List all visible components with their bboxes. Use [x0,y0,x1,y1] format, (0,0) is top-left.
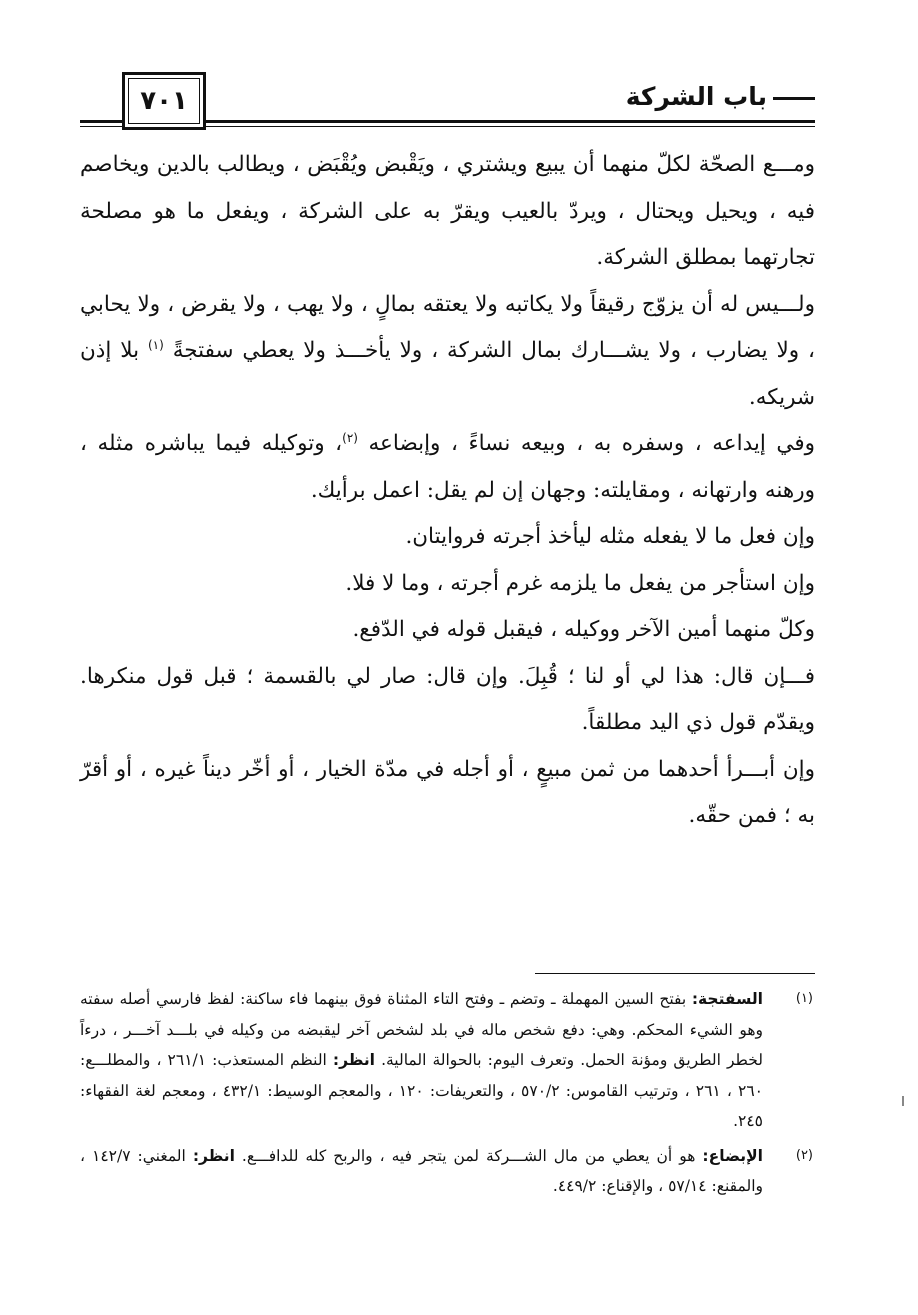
footnote-term: السفتجة: [691,990,763,1008]
chapter-title: باب الشركة [625,82,767,111]
paragraph: وإن استأجر من يفعل ما يلزمه غرم أجرته ، وما لا فلا. [345,570,815,596]
footnote-see-label: انظر: [192,1146,235,1165]
footnote-term: الإبضاع: [702,1146,763,1165]
footnote-1 [80,984,815,1137]
footnote-ref-2[interactable]: (٢) [342,430,358,445]
title-dash [773,97,815,100]
chapter-title-wrap [618,78,815,116]
footnote-see-label: انظر: [332,1051,375,1069]
footnote-refs: النظم المستعذب: ٢٦١/١ ، والمطلـــع: ٢٦٠ ، ٢٦١ ، وترتيب القاموس: ٥٧٠/٢ ، والتعريفات: ١٢٠ ، والمعجم الوسيط: ٤٣٢/١ ، ومعجم لغة الفقهاء: ٢٤٥. [80,1051,763,1130]
footnote-ref-1[interactable]: (١) [147,337,164,352]
paragraph: وإن فعل ما لا يفعله مثله ليأخذ أجرته فروايتان. [405,524,815,549]
footnote-text: هو أن يعطي من مال الشـــركة لمن يتجر فيه ، والربح كله للدافـــع. [241,1146,696,1165]
paragraph-text: وفي إيداعه ، وسفره به ، وبيعه نساءً ، وإبضاعه [368,431,815,456]
page-number: ٧٠١ [122,72,206,130]
paragraph [80,421,815,514]
paragraph-text: بلا إذن شريكه. [80,338,815,410]
paragraph: وكلّ منهما أمين الآخر ووكيله ، فيقبل قوله في الدّفع. [352,617,815,642]
paragraph-text: ، وتوكيله فيما يباشره مثله ، ورهنه وارتهانه ، ومقايلته: وجهان إن لم يقل: اعمل برأيك. [80,431,815,503]
footnote-refs: المغني: ١٤٢/٧ ، والمقنع: ٥٧/١٤ ، والإقناع: ٤٤٩/٢. [80,1146,763,1195]
paragraph [80,282,815,422]
footnote-text: بفتح السين المهملة ـ وتضم ـ وفتح التاء المثناة فوق بينهما فاء ساكنة: لفظ فارسي أصله سفته وهو الشيء المحكم. وهي: دفع شخص ماله في بلد لشخص آخر ليقبضه من وكيله في بلـــد آخـــر ، درءاً لخطر الطريق ومؤنة الحمل. وتعرف اليوم: بالحوالة المالية. [80,990,763,1069]
footnote-number: (١) [795,991,813,1006]
paragraph: ومـــع الصحّة لكلّ منهما أن يبيع ويشتري ، ويَقْبض ويُقْبَض ، ويطالب بالدين ويخاصم فيه ، ويحيل ويحتال ، ويردّ بالعيب ويقرّ به على الشركة ، ويفعل ما هو مصلحة تجارتهما بمطلق الشركة. [80,152,815,270]
scan-mark [902,1096,904,1106]
footnote-2 [80,1141,815,1202]
main-text [80,142,815,840]
paragraph: فـــإن قال: هذا لي أو لنا ؛ قُبِلَ. وإن قال: صار لي بالقسمة ؛ قبل قول منكرها. ويقدّم قول ذي اليد مطلقاً. [80,663,815,735]
paragraph-text: ولـــيس له أن يزوّج رقيقاً ولا يكاتبه ولا يعتقه بمالٍ ، ولا يهب ، ولا يقرض ، ولا يحابي ، ولا يضارب ، ولا يشـــارك بمال الشركة ، ولا يأخـــذ ولا يعطي سفتجةً [80,291,815,363]
page-header [80,72,815,134]
footnote-separator [535,973,815,974]
paragraph: وإن أبـــرأ أحدهما من ثمن مبيعٍ ، أو أجله في مدّة الخيار ، أو أخّر ديناً غيره ، أو أقرّ به ؛ فمن حقّه. [80,756,815,828]
footnotes [80,984,815,1206]
footnote-number: (٢) [795,1147,813,1163]
